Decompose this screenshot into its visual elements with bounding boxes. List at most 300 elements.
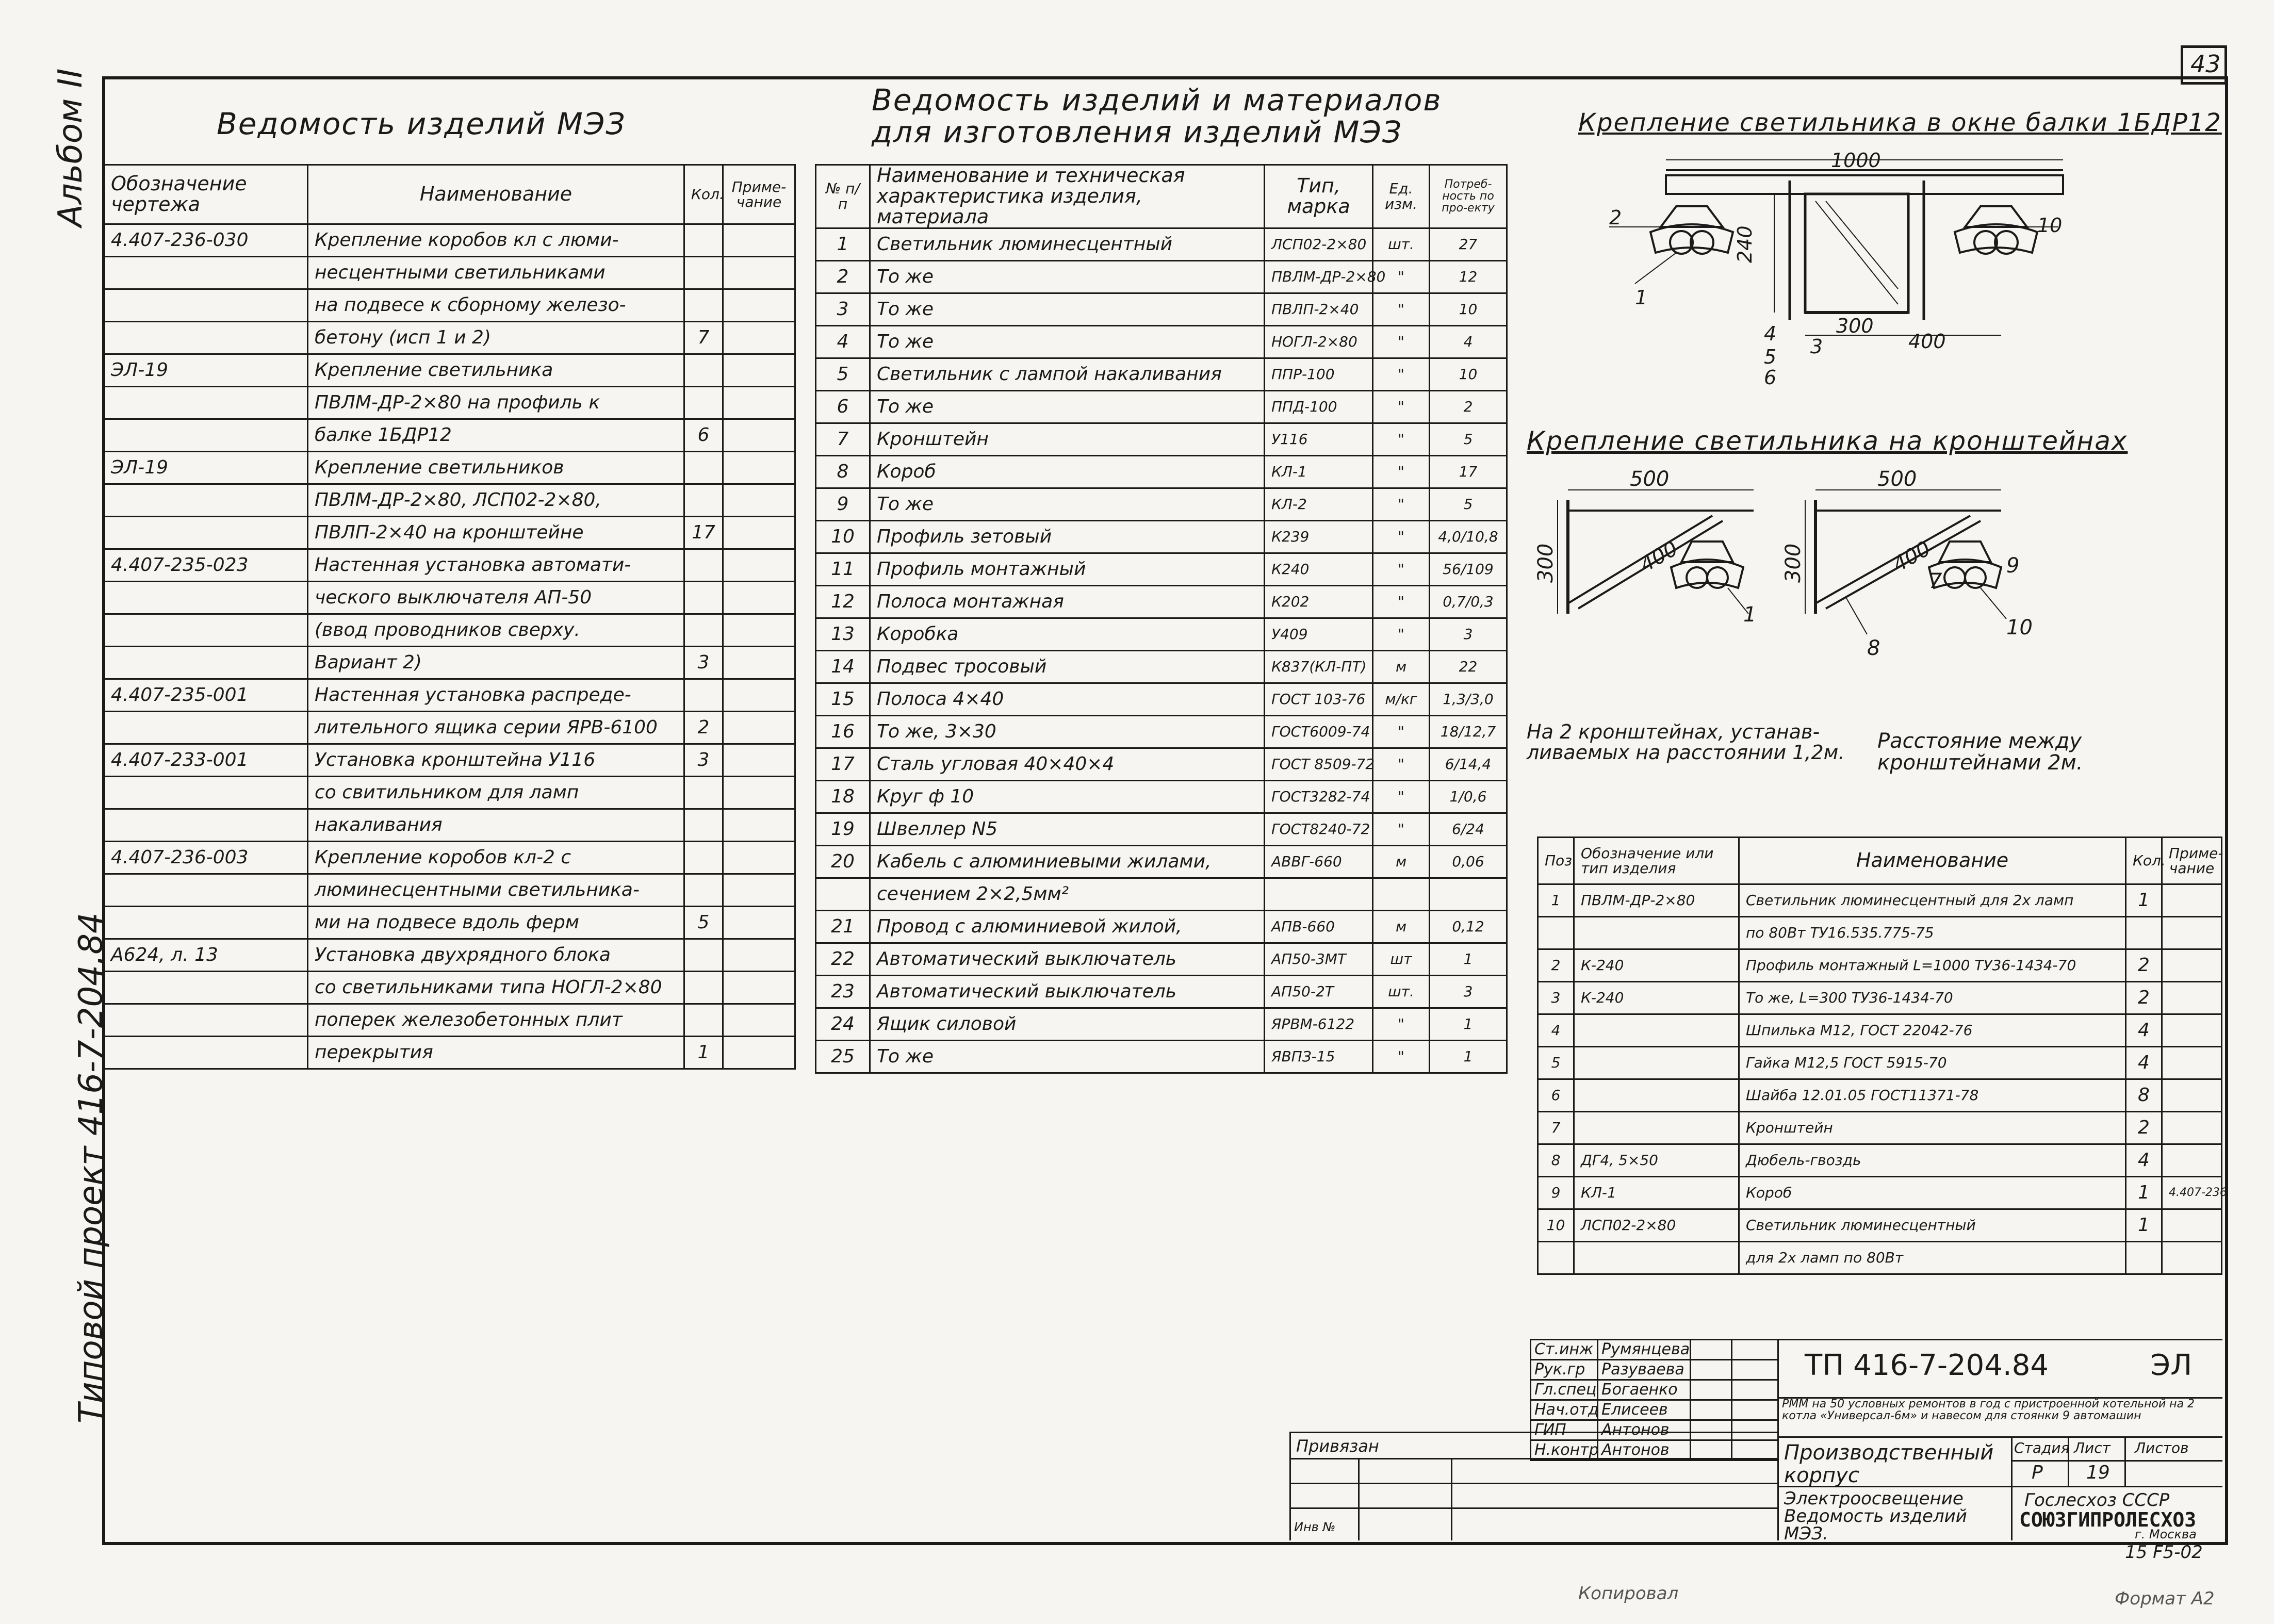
- mid-cell: 18/12,7: [1430, 715, 1507, 748]
- spec-cell: 4.407-236: [2162, 1177, 2222, 1209]
- privyazan-label: Привязан: [1296, 1436, 1379, 1456]
- stamp-signature-row: [1531, 1360, 1778, 1380]
- mid-cell: 6/14,4: [1430, 748, 1507, 780]
- mid-cell: Профиль зетовый: [870, 520, 1265, 553]
- mid-cell: То же: [870, 1040, 1265, 1073]
- mid-cell: 5: [816, 358, 870, 390]
- left-cell: [104, 322, 308, 354]
- spec-col-name: Наименование: [1739, 838, 2126, 884]
- sheet-header: Лист: [2074, 1439, 2111, 1456]
- mid-cell: 19: [816, 813, 870, 845]
- mid-cell: НОГЛ-2×80: [1265, 325, 1373, 358]
- left-cell: [684, 679, 723, 712]
- spec-col-pos: Поз.: [1538, 838, 1574, 884]
- left-row: [104, 419, 795, 452]
- mid-cell: 1: [1430, 1008, 1507, 1040]
- left-cell: 7: [684, 322, 723, 354]
- drawing-mark: ЭЛ: [2150, 1349, 2193, 1382]
- left-row: [104, 322, 795, 354]
- left-cell: [723, 842, 795, 874]
- spec-cell: [2162, 1242, 2222, 1274]
- spec-table: [1537, 836, 2227, 1275]
- spec-cell: 4: [2126, 1144, 2162, 1177]
- left-cell: Крепление коробов кл-2 с: [308, 842, 684, 874]
- mid-cell: 6: [816, 390, 870, 423]
- callout-4: 4: [1764, 322, 1777, 345]
- mid-cell: м: [1373, 650, 1430, 683]
- drawing2-bracket-fixing: [1527, 464, 2197, 670]
- stamp-signature-row: [1531, 1380, 1778, 1400]
- left-cell: ЭЛ-19: [104, 452, 308, 484]
- mid-cell: 3: [816, 293, 870, 325]
- project-desc: РММ на 50 условных ремонтов в год с пристроенной котельной на 2 котла «Универсал-6м» и навесом для стоянки 9 автомашин: [1782, 1398, 2195, 1423]
- mid-cell: шт.: [1373, 228, 1430, 260]
- mid-cell: [816, 878, 870, 910]
- mid-cell: ПВЛП-2×40: [1265, 293, 1373, 325]
- mid-row: [816, 1040, 1507, 1073]
- stamp-cell: ГИП: [1531, 1420, 1598, 1440]
- mid-cell: 15: [816, 683, 870, 715]
- mid-row: [816, 293, 1507, 325]
- col-type: Тип, марка: [1265, 165, 1373, 228]
- callout-10: 10: [2037, 214, 2063, 237]
- spec-cell: [2162, 1047, 2222, 1079]
- mid-cell: 10: [1430, 358, 1507, 390]
- spec-cell: 5: [1538, 1047, 1574, 1079]
- spec-cell: [1574, 917, 1739, 949]
- mid-cell: ГОСТ6009-74: [1265, 715, 1373, 748]
- col-num: № п/п: [816, 165, 870, 228]
- mid-cell: м/кг: [1373, 683, 1430, 715]
- left-row: [104, 582, 795, 614]
- left-cell: [723, 777, 795, 809]
- stamp-cell: Елисеев: [1598, 1400, 1691, 1420]
- mid-cell: ": [1373, 553, 1430, 585]
- spec-cell: 9: [1538, 1177, 1574, 1209]
- spec-cell: 4: [2126, 1047, 2162, 1079]
- mid-cell: 1: [1430, 943, 1507, 975]
- middle-table: [815, 164, 1508, 1074]
- mid-cell: ": [1373, 358, 1430, 390]
- mid-cell: 22: [1430, 650, 1507, 683]
- left-cell: [723, 549, 795, 582]
- stamp-signature-row: [1531, 1340, 1778, 1360]
- left-row: [104, 842, 795, 874]
- mid-cell: Автоматический выключатель: [870, 975, 1265, 1008]
- spec-cell: [2162, 917, 2222, 949]
- mid-cell: 8: [816, 455, 870, 488]
- mid-cell: 23: [816, 975, 870, 1008]
- inv-label: Инв №: [1294, 1520, 1336, 1534]
- left-cell: [723, 257, 795, 289]
- left-row: [104, 1037, 795, 1069]
- dim-240: 240: [1733, 225, 1756, 263]
- left-cell: 4.407-233-001: [104, 744, 308, 777]
- mid-cell: ": [1373, 423, 1430, 455]
- left-cell: [723, 419, 795, 452]
- mid-cell: То же: [870, 390, 1265, 423]
- mid-row: [816, 943, 1507, 975]
- mid-row: [816, 1008, 1507, 1040]
- spec-cell: 4: [1538, 1014, 1574, 1047]
- mid-cell: 17: [816, 748, 870, 780]
- mid-cell: Сталь угловая 40×40×4: [870, 748, 1265, 780]
- spec-cell: 2: [2126, 982, 2162, 1014]
- left-cell: [684, 289, 723, 322]
- spec-cell: [1574, 1047, 1739, 1079]
- mid-cell: Полоса 4×40: [870, 683, 1265, 715]
- left-cell: [684, 972, 723, 1004]
- drawing1-beam-fixing: [1589, 150, 2187, 397]
- mid-cell: 16: [816, 715, 870, 748]
- mid-cell: К239: [1265, 520, 1373, 553]
- mid-row: [816, 748, 1507, 780]
- left-row: [104, 744, 795, 777]
- mid-cell: ГОСТ 8509-72: [1265, 748, 1373, 780]
- left-cell: [684, 809, 723, 842]
- mid-cell: ": [1373, 715, 1430, 748]
- stamp-main: [1777, 1339, 2222, 1544]
- left-cell: [104, 484, 308, 517]
- mid-cell: 6/24: [1430, 813, 1507, 845]
- project-code: ТП 416-7-204.84: [1805, 1349, 2049, 1382]
- spec-cell: 2: [1538, 949, 1574, 982]
- dim-400: 400: [1908, 330, 1946, 353]
- left-row: [104, 777, 795, 809]
- mid-cell: ГОСТ3282-74: [1265, 780, 1373, 813]
- callout-5: 5: [1764, 346, 1777, 368]
- spec-cell: по 80Вт ТУ16.535.775-75: [1739, 917, 2126, 949]
- left-cell: [723, 874, 795, 907]
- note-left: На 2 кронштейнах, устанав-ливаемых на расстоянии 1,2м.: [1527, 720, 1845, 764]
- left-cell: 17: [684, 517, 723, 549]
- spec-col-note: Приме-чание: [2162, 838, 2222, 884]
- mid-cell: Полоса монтажная: [870, 585, 1265, 618]
- mid-row: [816, 845, 1507, 878]
- left-cell: [104, 809, 308, 842]
- stage-header: Стадия: [2014, 1439, 2070, 1456]
- mid-row: [816, 683, 1507, 715]
- mid-cell: ГОСТ 103-76: [1265, 683, 1373, 715]
- spec-cell: [2162, 884, 2222, 917]
- mid-cell: 2: [816, 260, 870, 293]
- left-cell: [684, 257, 723, 289]
- left-cell: [104, 1004, 308, 1037]
- left-row: [104, 647, 795, 679]
- left-row: [104, 257, 795, 289]
- left-cell: 1: [684, 1037, 723, 1069]
- col-material: Наименование и техническая характеристика изделия, материала: [870, 165, 1265, 228]
- left-cell: ми на подвесе вдоль ферм: [308, 907, 684, 939]
- mid-cell: ": [1373, 293, 1430, 325]
- callout-2: 2: [1609, 206, 1622, 229]
- middle-table-title-2: для изготовления изделий МЭЗ: [872, 114, 1403, 150]
- stamp-cell: [1691, 1400, 1732, 1420]
- stamp-cell: [1691, 1340, 1732, 1360]
- mid-cell: АПВ-660: [1265, 910, 1373, 943]
- mid-cell: 0,12: [1430, 910, 1507, 943]
- mid-cell: Швеллер N5: [870, 813, 1265, 845]
- mid-cell: ": [1373, 325, 1430, 358]
- dim-300-a: 300: [1534, 543, 1558, 583]
- left-cell: ЭЛ-19: [104, 354, 308, 387]
- left-cell: [684, 614, 723, 647]
- left-cell: ПВЛП-2×40 на кронштейне: [308, 517, 684, 549]
- mid-cell: КЛ-2: [1265, 488, 1373, 520]
- org-name: СОЮЗГИПРОЛЕСХОЗ: [2019, 1508, 2197, 1531]
- spec-col-designation: Обозначение или тип изделия: [1574, 838, 1739, 884]
- left-cell: [104, 257, 308, 289]
- left-row: [104, 452, 795, 484]
- dim-400-a: 400: [1636, 536, 1682, 577]
- mid-row: [816, 455, 1507, 488]
- spec-cell: КЛ-1: [1574, 1177, 1739, 1209]
- left-cell: [684, 939, 723, 972]
- mid-cell: 24: [816, 1008, 870, 1040]
- album-label: Альбом II: [52, 68, 90, 227]
- sheet-number: 43: [2190, 50, 2221, 78]
- left-cell: перекрытия: [308, 1037, 684, 1069]
- sheet-value: 19: [2086, 1462, 2110, 1483]
- mid-cell: Светильник с лампой накаливания: [870, 358, 1265, 390]
- mid-cell: У409: [1265, 618, 1373, 650]
- mid-cell: 2: [1430, 390, 1507, 423]
- left-cell: [723, 1004, 795, 1037]
- callout-1: 1: [1635, 286, 1648, 309]
- left-cell: [684, 387, 723, 419]
- spec-cell: ЛСП02-2×80: [1574, 1209, 1739, 1242]
- mid-row: [816, 228, 1507, 260]
- spec-cell: [1574, 1014, 1739, 1047]
- mid-cell: ": [1373, 488, 1430, 520]
- mid-cell: ПВЛМ-ДР-2×80: [1265, 260, 1373, 293]
- mid-cell: ЯРВМ-6122: [1265, 1008, 1373, 1040]
- left-cell: Крепление светильника: [308, 354, 684, 387]
- mid-cell: ППД-100: [1265, 390, 1373, 423]
- mid-cell: Короб: [870, 455, 1265, 488]
- left-cell: ПВЛМ-ДР-2×80 на профиль к: [308, 387, 684, 419]
- mid-cell: 22: [816, 943, 870, 975]
- left-cell: на подвесе к сборному железо-: [308, 289, 684, 322]
- mid-cell: Коробка: [870, 618, 1265, 650]
- left-cell: [723, 647, 795, 679]
- dim-1000: 1000: [1831, 149, 1881, 172]
- left-row: [104, 614, 795, 647]
- mid-row: [816, 780, 1507, 813]
- left-cell: [684, 1004, 723, 1037]
- left-cell: [104, 1037, 308, 1069]
- spec-row: [1538, 1144, 2222, 1177]
- stamp-cell: Румянцева: [1598, 1340, 1691, 1360]
- spec-row: [1538, 884, 2222, 917]
- spec-cell: Дюбель-гвоздь: [1739, 1144, 2126, 1177]
- mid-row: [816, 975, 1507, 1008]
- left-cell: лительного ящика серии ЯРВ-6100: [308, 712, 684, 744]
- mid-row: [816, 813, 1507, 845]
- left-cell: [723, 1037, 795, 1069]
- spec-cell: 8: [1538, 1144, 1574, 1177]
- left-cell: 3: [684, 744, 723, 777]
- mid-cell: ": [1373, 1008, 1430, 1040]
- mid-cell: ГОСТ8240-72: [1265, 813, 1373, 845]
- col-name: Наименование: [308, 165, 684, 224]
- left-cell: [104, 874, 308, 907]
- mid-cell: К202: [1265, 585, 1373, 618]
- callout-6: 6: [1764, 366, 1777, 389]
- sheets-header: Листов: [2135, 1439, 2189, 1456]
- left-cell: [684, 224, 723, 257]
- spec-row: [1538, 1047, 2222, 1079]
- mid-cell: У116: [1265, 423, 1373, 455]
- mid-row: [816, 715, 1507, 748]
- spec-cell: [2126, 917, 2162, 949]
- left-cell: [723, 322, 795, 354]
- spec-cell: То же, L=300 ТУ36-1434-70: [1739, 982, 2126, 1014]
- spec-row: [1538, 917, 2222, 949]
- mid-cell: Ящик силовой: [870, 1008, 1265, 1040]
- left-cell: Установка двухрядного блока: [308, 939, 684, 972]
- spec-cell: [2162, 1144, 2222, 1177]
- mid-cell: ": [1373, 260, 1430, 293]
- dim-300-b: 300: [1781, 543, 1805, 583]
- spec-cell: для 2х ламп по 80Вт: [1739, 1242, 2126, 1274]
- left-cell: [104, 614, 308, 647]
- mid-cell: ": [1373, 748, 1430, 780]
- left-cell: [723, 517, 795, 549]
- left-row: [104, 972, 795, 1004]
- spec-cell: 3: [1538, 982, 1574, 1014]
- stamp-cell: [1732, 1340, 1778, 1360]
- spec-col-qty: Кол.: [2126, 838, 2162, 884]
- doc-title: Электроосвещение Ведомость изделий МЭЗ.: [1784, 1488, 1967, 1544]
- callout-1b: 1: [1743, 603, 1757, 627]
- spec-cell: Шпилька М12, ГОСТ 22042-76: [1739, 1014, 2126, 1047]
- col-note: Приме-чание: [723, 165, 795, 224]
- mid-cell: 1,3/3,0: [1430, 683, 1507, 715]
- spec-cell: Кронштейн: [1739, 1112, 2126, 1144]
- mid-cell: 10: [1430, 293, 1507, 325]
- col-need: Потреб-ность по про-екту: [1430, 165, 1507, 228]
- left-cell: [104, 972, 308, 1004]
- spec-cell: 6: [1538, 1079, 1574, 1112]
- mid-row: [816, 878, 1507, 910]
- mid-row: [816, 618, 1507, 650]
- spec-cell: 1: [2126, 1177, 2162, 1209]
- mid-cell: 5: [1430, 423, 1507, 455]
- callout-7: 7: [1929, 569, 1942, 593]
- left-cell: ПВЛМ-ДР-2×80, ЛСП02-2×80,: [308, 484, 684, 517]
- left-row: [104, 712, 795, 744]
- mid-cell: Профиль монтажный: [870, 553, 1265, 585]
- mid-cell: ": [1373, 780, 1430, 813]
- stamp-signature-row: [1531, 1400, 1778, 1420]
- left-cell: [684, 777, 723, 809]
- left-cell: [723, 224, 795, 257]
- spec-cell: 2: [2126, 1112, 2162, 1144]
- spec-cell: ДГ4, 5×50: [1574, 1144, 1739, 1177]
- mid-cell: м: [1373, 910, 1430, 943]
- left-cell: балке 1БДР12: [308, 419, 684, 452]
- left-cell: [104, 517, 308, 549]
- left-cell: [104, 712, 308, 744]
- left-cell: накаливания: [308, 809, 684, 842]
- spec-row: [1538, 982, 2222, 1014]
- mid-cell: 13: [816, 618, 870, 650]
- mid-cell: ": [1373, 813, 1430, 845]
- dim-300: 300: [1836, 315, 1874, 337]
- mid-cell: 4,0/10,8: [1430, 520, 1507, 553]
- mid-cell: КЛ-1: [1265, 455, 1373, 488]
- left-cell: [723, 354, 795, 387]
- spec-cell: [2162, 1112, 2222, 1144]
- stamp-cell: Рук.гр: [1531, 1360, 1598, 1380]
- spec-cell: [1574, 1112, 1739, 1144]
- copied-label: Копировал: [1578, 1583, 1679, 1604]
- left-cell: [723, 387, 795, 419]
- mid-cell: 7: [816, 423, 870, 455]
- mid-cell: ": [1373, 455, 1430, 488]
- spec-cell: [1574, 1242, 1739, 1274]
- stamp-cell: Богаенко: [1598, 1380, 1691, 1400]
- object-name: Производственный корпус: [1784, 1441, 1994, 1487]
- dim-500-b: 500: [1877, 467, 1917, 491]
- left-cell: [104, 582, 308, 614]
- mid-cell: ": [1373, 1040, 1430, 1073]
- left-cell: Вариант 2): [308, 647, 684, 679]
- mid-cell: 5: [1430, 488, 1507, 520]
- spec-cell: Светильник люминесцентный для 2х ламп: [1739, 884, 2126, 917]
- left-cell: [723, 452, 795, 484]
- callout-10b: 10: [2006, 616, 2033, 639]
- left-row: [104, 679, 795, 712]
- left-cell: [104, 907, 308, 939]
- left-cell: [723, 614, 795, 647]
- mid-cell: ЯВПЗ-15: [1265, 1040, 1373, 1073]
- mid-cell: 18: [816, 780, 870, 813]
- left-cell: Крепление светильников: [308, 452, 684, 484]
- spec-cell: [1538, 1242, 1574, 1274]
- stamp-cell: Антонов: [1598, 1440, 1691, 1461]
- mid-cell: 11: [816, 553, 870, 585]
- mid-cell: [1373, 878, 1430, 910]
- left-cell: со светильниками типа НОГЛ-2×80: [308, 972, 684, 1004]
- left-cell: [104, 289, 308, 322]
- format-label: Формат А2: [2115, 1588, 2215, 1609]
- left-cell: [684, 484, 723, 517]
- left-cell: (ввод проводников сверху.: [308, 614, 684, 647]
- left-cell: 4.407-235-023: [104, 549, 308, 582]
- left-cell: 3: [684, 647, 723, 679]
- mid-cell: 4: [816, 325, 870, 358]
- sheet-number-box: [2181, 45, 2227, 85]
- mid-cell: [1265, 878, 1373, 910]
- left-cell: [723, 712, 795, 744]
- project-label: Типовой проект 416-7-204.84: [72, 912, 110, 1423]
- left-cell: [723, 972, 795, 1004]
- stamp-cell: Гл.спец: [1531, 1380, 1598, 1400]
- left-row: [104, 907, 795, 939]
- mid-cell: Провод с алюминиевой жилой,: [870, 910, 1265, 943]
- callout-9: 9: [2006, 554, 2020, 578]
- privyazan-block: [1289, 1432, 1779, 1540]
- left-cell: со свитильником для ламп: [308, 777, 684, 809]
- stamp-cell: Антонов: [1598, 1420, 1691, 1440]
- left-cell: поперек железобетонных плит: [308, 1004, 684, 1037]
- mid-row: [816, 390, 1507, 423]
- org-ministry: Гослесхоз СССР: [2024, 1490, 2170, 1511]
- spec-cell: К-240: [1574, 982, 1739, 1014]
- left-cell: [684, 874, 723, 907]
